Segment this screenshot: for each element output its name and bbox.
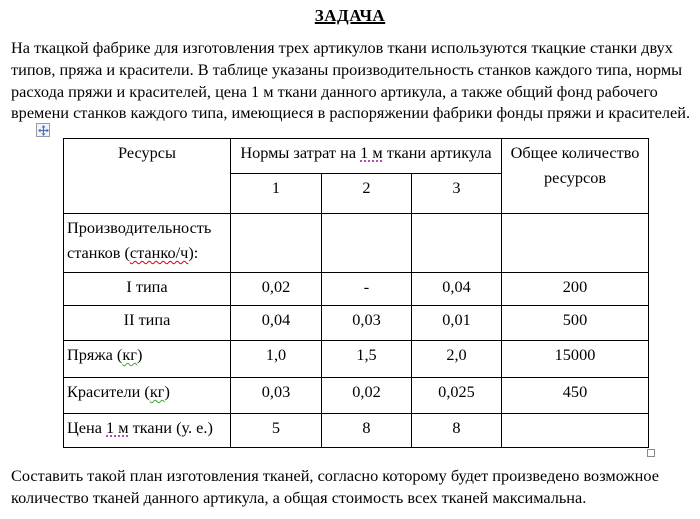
cell-value: 0,04 [231, 306, 322, 341]
header-article-1: 1 [231, 174, 322, 214]
header-total: Общее количество ресурсов [502, 139, 649, 214]
cell-total: 450 [502, 378, 649, 414]
header-norms-pre: Нормы затрат на [240, 143, 361, 162]
cell-value: 0,02 [231, 273, 322, 306]
move-arrows-icon [38, 125, 49, 136]
text-line: времени станков каждого типа, имеющиеся в распоряжении фабрики фонды пряжи и красителей. [11, 103, 691, 123]
cell-value [322, 214, 412, 273]
cell-value: 2,0 [412, 341, 502, 378]
text-line: количество тканей данного артикула, а общая стоимость всех тканей максимальна. [11, 487, 587, 507]
row-label-productivity [64, 214, 231, 273]
cell-value: 0,01 [412, 306, 502, 341]
cell-total [502, 214, 649, 273]
row-label-marked: кг [122, 345, 137, 364]
cell-value: 5 [231, 414, 322, 448]
text-line: расхода пряжи и красителей, цена 1 м ткани данного артикула, а также общий фонд рабочего [11, 81, 658, 101]
table-row [64, 378, 649, 414]
row-label-post: ) [164, 382, 170, 401]
table-row [64, 341, 649, 378]
page-title: ЗАДАЧА [314, 6, 386, 25]
row-label-price [64, 414, 231, 448]
table-row [64, 414, 649, 448]
cell-total: 200 [502, 273, 649, 306]
row-label-post: ) [136, 345, 143, 364]
table-move-handle[interactable] [36, 123, 50, 137]
cell-total [502, 414, 649, 448]
cell-value [412, 214, 502, 273]
resource-table [63, 138, 649, 448]
row-label-marked: 1 м [106, 418, 129, 437]
task-paragraph [11, 465, 697, 509]
cell-value: 0,04 [412, 273, 502, 306]
cell-total: 500 [502, 306, 649, 341]
row-label-marked: станко/ч [129, 243, 189, 262]
cell-value: 1,5 [322, 341, 412, 378]
cell-value: 1,0 [231, 341, 322, 378]
table-row [64, 273, 649, 306]
table-header-row [64, 139, 649, 174]
table-resize-handle[interactable] [647, 449, 655, 457]
header-resources: Ресурсы [64, 139, 231, 214]
row-label-type-2: II типа [64, 306, 231, 341]
header-norms [231, 139, 502, 174]
cell-value: 0,03 [322, 306, 412, 341]
text-line: типов, пряжа и красители. В таблице указаны производительность станков каждого типа, нормы [11, 59, 683, 79]
cell-value: - [322, 273, 412, 306]
cell-value: 0,03 [231, 378, 322, 414]
row-label-type-1: I типа [64, 273, 231, 306]
cell-value: 8 [322, 414, 412, 448]
intro-paragraph [11, 37, 697, 124]
row-label-pre: Пряжа ( [67, 345, 123, 364]
cell-value: 0,02 [322, 378, 412, 414]
text-line: На ткацкой фабрике для изготовления трех артикулов ткани используются ткацкие станки двух [11, 38, 673, 57]
row-label-dyes [64, 378, 231, 414]
row-label-post: ): [188, 243, 199, 262]
cell-value [231, 214, 322, 273]
table-row [64, 214, 649, 273]
header-norms-post: ткани артикула [382, 143, 492, 162]
row-label-pre: Красители ( [67, 382, 150, 401]
table-row [64, 306, 649, 341]
cell-value: 8 [412, 414, 502, 448]
row-label-marked: кг [149, 382, 165, 401]
row-label-pre: Производительность станков ( [67, 218, 212, 262]
header-norms-marked: 1 м [360, 143, 383, 162]
text-line: Составить такой план изготовления тканей, согласно которому будет произведено возможное [11, 466, 659, 485]
header-article-3: 3 [412, 174, 502, 214]
row-label-pre: Цена [67, 418, 106, 437]
row-label-post: ткани (у. е.) [128, 418, 213, 437]
cell-total: 15000 [502, 341, 649, 378]
header-article-2: 2 [322, 174, 412, 214]
row-label-yarn [64, 341, 231, 378]
cell-value: 0,025 [412, 378, 502, 414]
